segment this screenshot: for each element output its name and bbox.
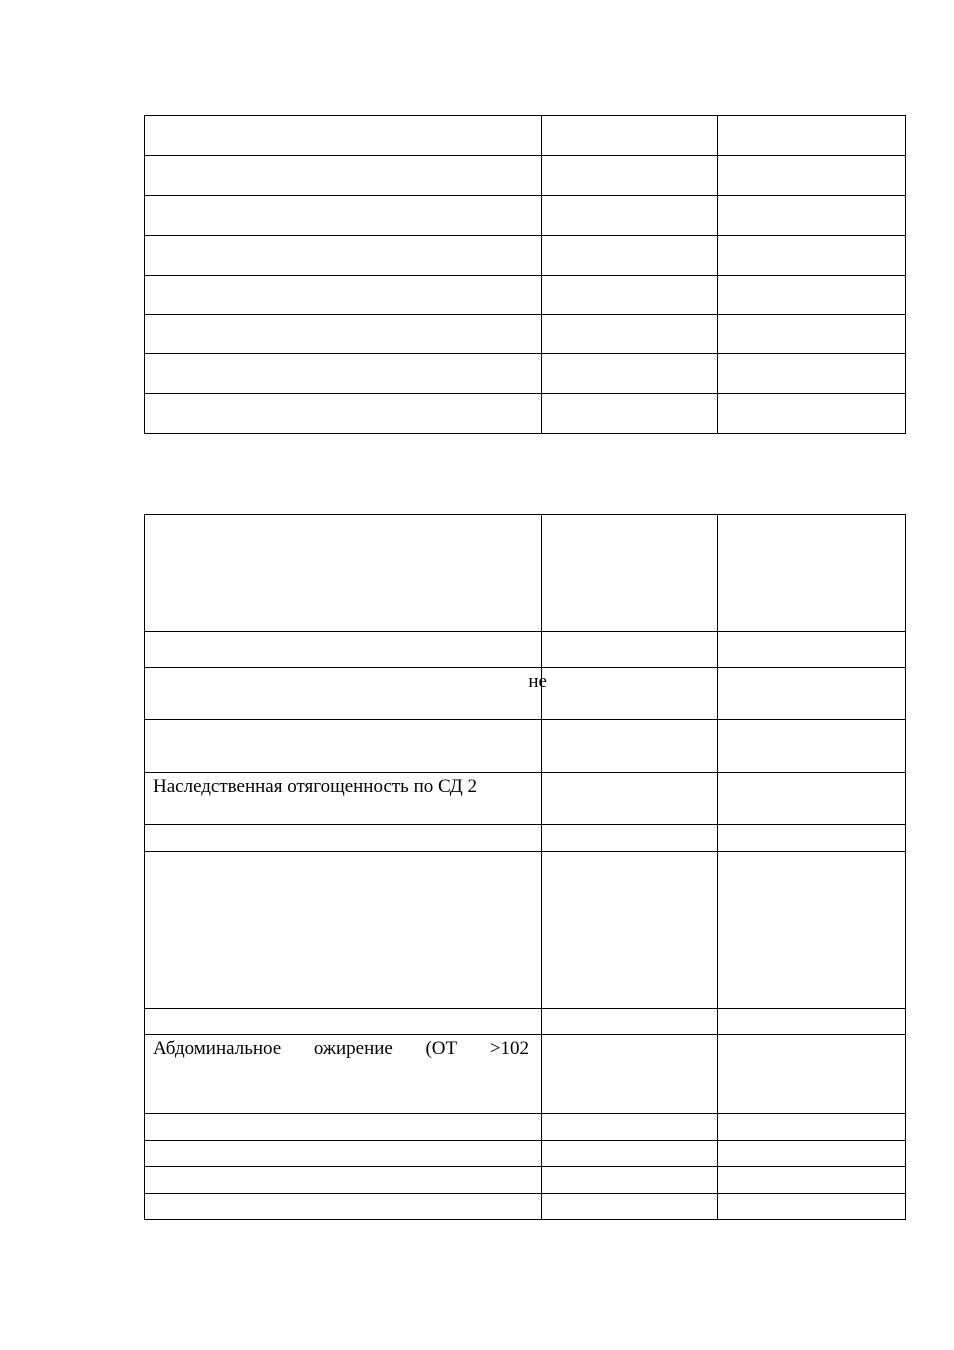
bottom-table [144,514,906,1220]
table-cell [718,1167,906,1194]
table-cell [718,720,906,773]
table-cell [542,1167,718,1194]
table-cell [718,632,906,668]
table-cell [542,825,718,852]
table-cell [542,354,718,394]
table-cell [145,632,542,668]
top-table [144,115,906,434]
table-row [145,315,906,354]
table-cell [145,315,542,354]
table-cell [718,236,906,276]
table-cell [145,1167,542,1194]
table-cell [718,315,906,354]
table-cell [718,1035,906,1114]
table-cell [145,276,542,315]
table-row [145,668,906,720]
table-cell [145,1009,542,1035]
table-cell [718,354,906,394]
table-cell [718,276,906,315]
table-cell [718,825,906,852]
table-cell [145,825,542,852]
word: Абдоминальное [153,1038,282,1059]
table-row [145,1114,906,1141]
table-cell [145,1141,542,1167]
table-cell [542,1194,718,1220]
table-cell [145,1114,542,1141]
table-cell [145,354,542,394]
table-cell [542,668,718,720]
table-cell [145,116,542,156]
table-row [145,1141,906,1167]
table-row [145,720,906,773]
table-cell [542,236,718,276]
table-row [145,394,906,434]
table-cell [718,852,906,1009]
table-cell [718,196,906,236]
table-cell [542,276,718,315]
table-cell [145,156,542,196]
heredity-label: Наследственная отягощенность по СД 2 [153,776,477,797]
table-cell [542,1009,718,1035]
table-cell [145,236,542,276]
table-cell [718,156,906,196]
table-cell [542,116,718,156]
table-row [145,196,906,236]
table-cell [145,773,542,825]
table-row [145,156,906,196]
table-cell [145,852,542,1009]
table-row [145,852,906,1009]
table-row [145,276,906,315]
table-row [145,773,906,825]
table-cell [718,1141,906,1167]
table-cell [145,1194,542,1220]
table-cell [718,515,906,632]
abdominal-obesity-label [145,1035,541,1060]
table-row [145,354,906,394]
table-cell [718,668,906,720]
table-cell [542,156,718,196]
table-cell [542,394,718,434]
table-row [145,632,906,668]
table-cell [145,196,542,236]
table-row [145,825,906,852]
table-cell [718,773,906,825]
table-row [145,1167,906,1194]
table-cell [145,394,542,434]
table-cell [718,1009,906,1035]
table-row [145,1194,906,1220]
word: ожирение [313,1038,393,1059]
table-row [145,116,906,156]
word: >102 [489,1038,529,1059]
table-cell [542,1114,718,1141]
table-cell [718,116,906,156]
table-cell [542,773,718,825]
table-cell [542,852,718,1009]
table-cell [542,1141,718,1167]
table-row [145,236,906,276]
table-cell [145,1035,542,1114]
table-cell [718,1114,906,1141]
table-cell [542,196,718,236]
table-cell [718,1194,906,1220]
table-cell [542,720,718,773]
table-row [145,1009,906,1035]
word: (ОТ [425,1038,458,1059]
truncated-cell-text: не [528,671,547,692]
table-row [145,1035,906,1114]
table-cell [145,515,542,632]
table-cell [542,1035,718,1114]
table-row [145,515,906,632]
table-cell [542,315,718,354]
table-cell [145,720,542,773]
table-cell [145,668,547,720]
table-cell [542,632,718,668]
table-cell [542,515,718,632]
table-cell [718,394,906,434]
